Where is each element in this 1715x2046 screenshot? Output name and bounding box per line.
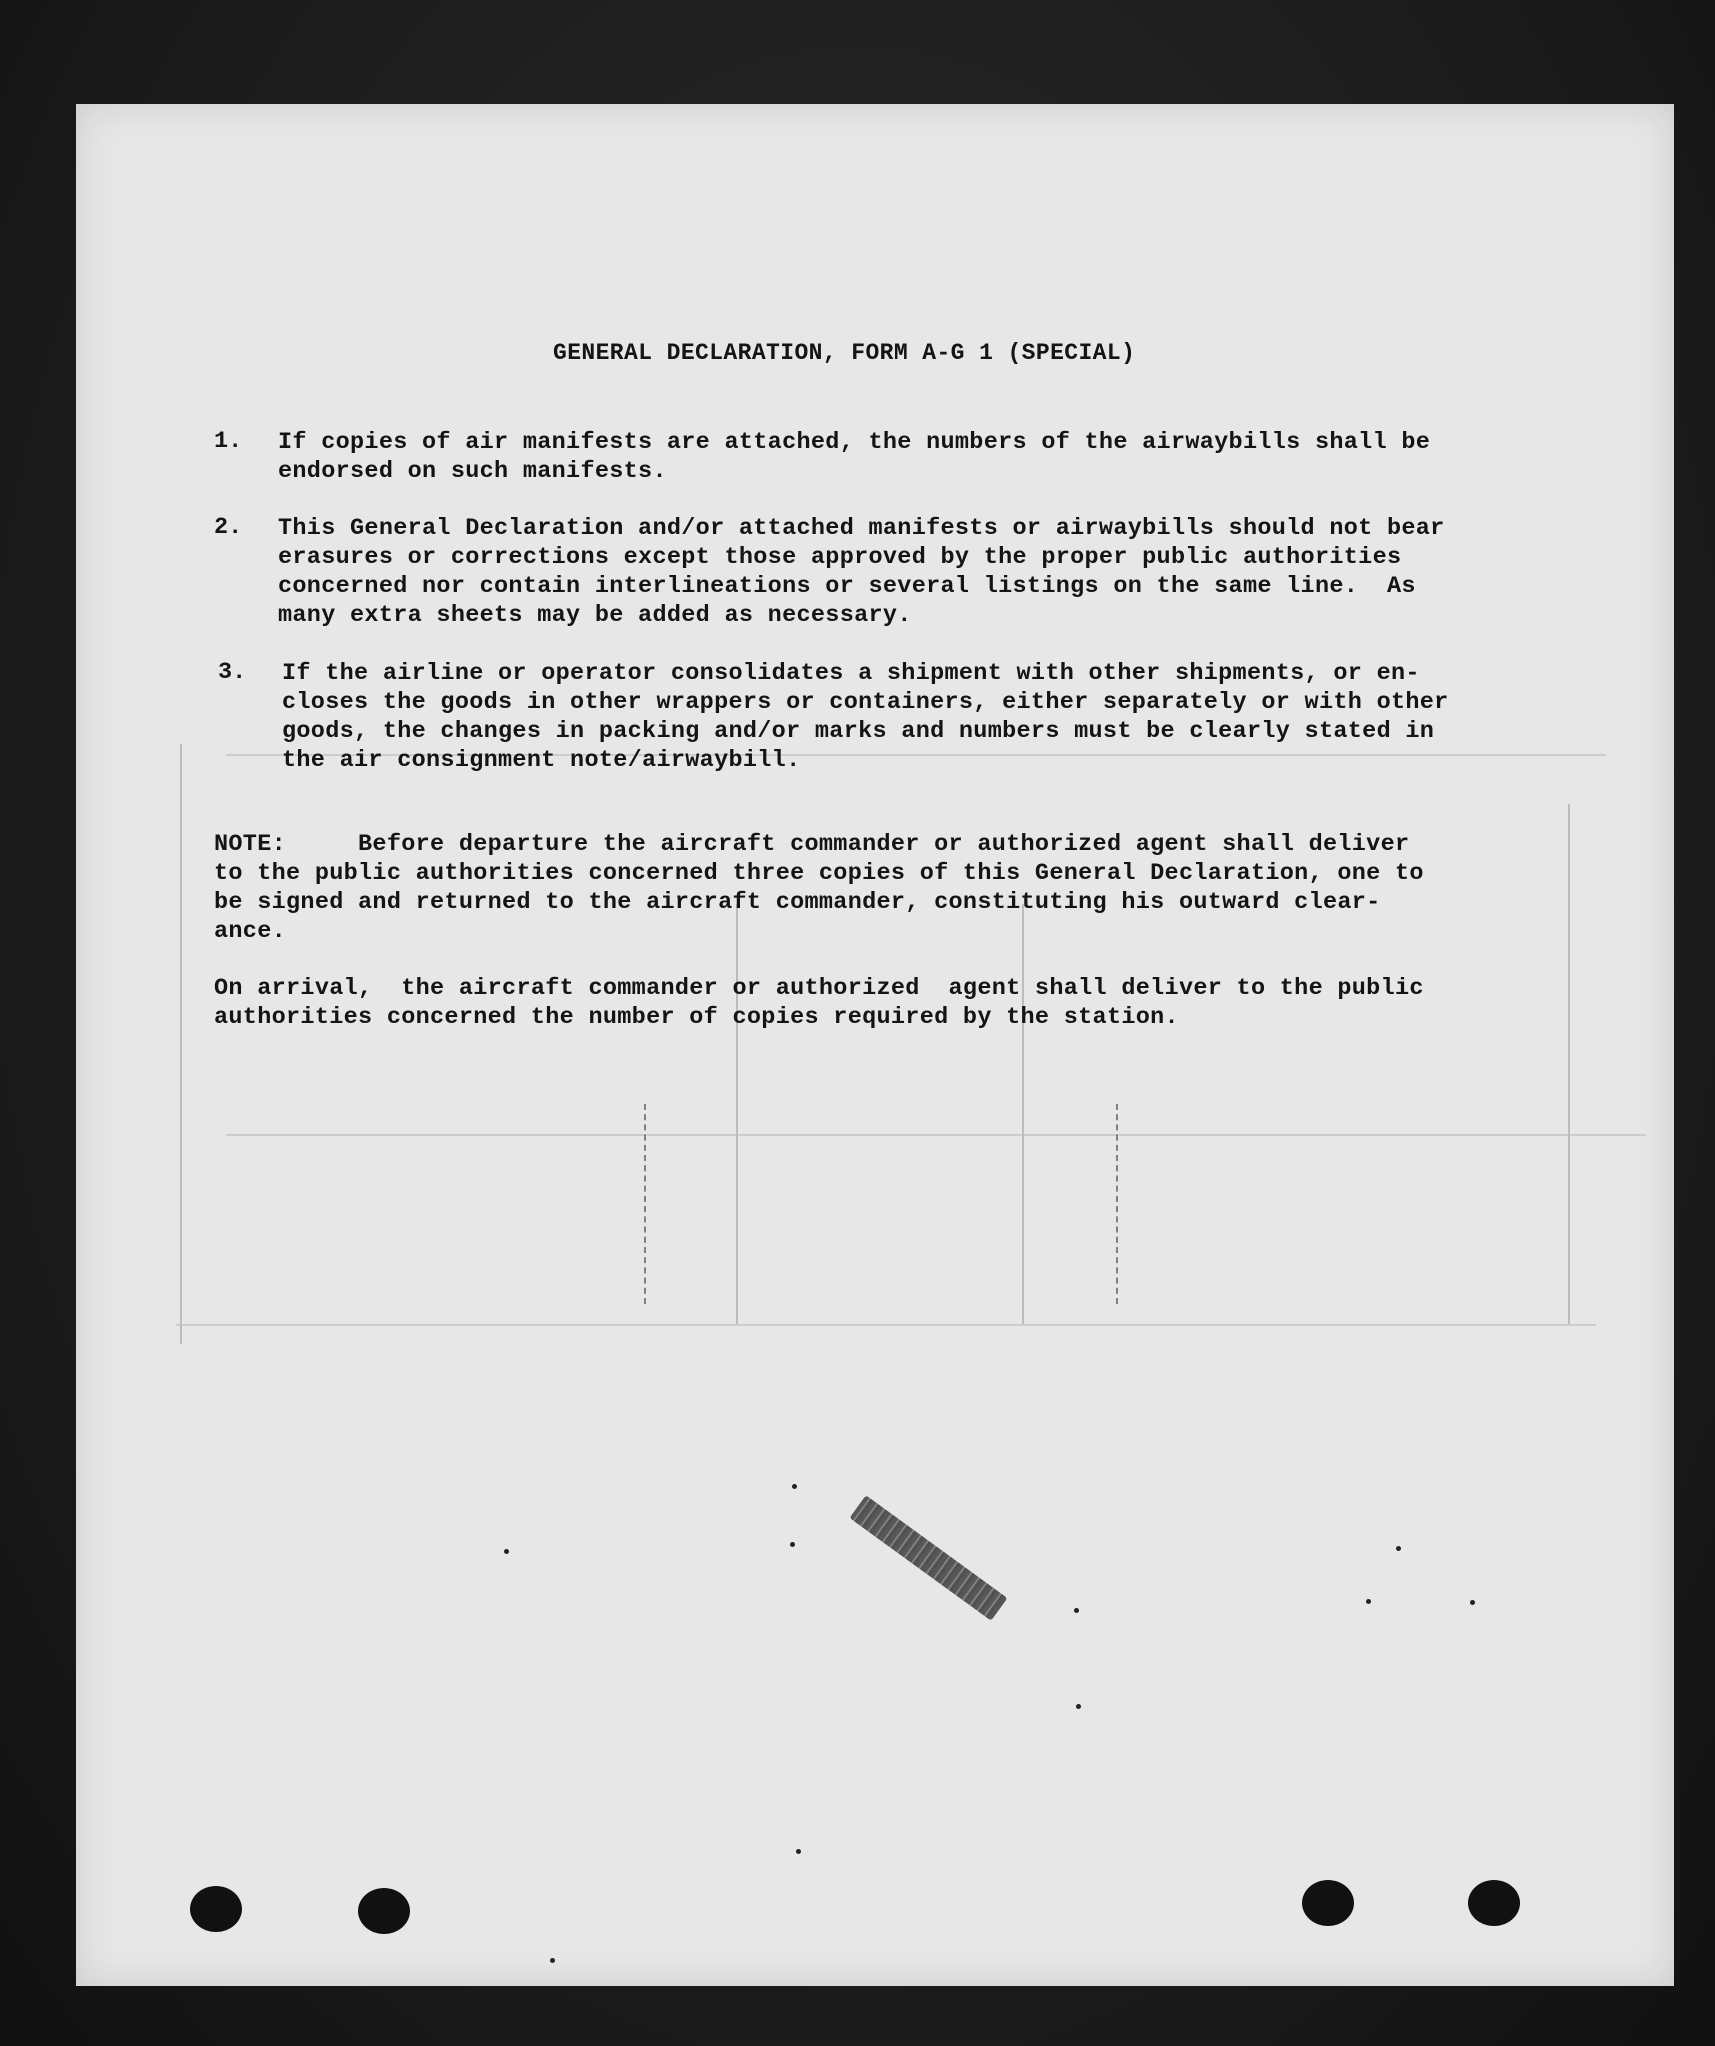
punch-hole	[358, 1888, 410, 1934]
speck	[1396, 1546, 1401, 1551]
bleed-rule	[1022, 904, 1024, 1324]
text-line: NOTE: Before departure the aircraft commander or authorized agent shall deliver	[214, 831, 1410, 858]
text-line: the air consignment note/airwaybill.	[282, 747, 801, 774]
text-line: closes the goods in other wrappers or containers, either separately or with other	[282, 689, 1449, 716]
speck	[792, 1484, 797, 1489]
bleed-rule	[176, 1324, 1596, 1326]
arrival-paragraph	[214, 974, 1424, 1032]
text-line: to the public authorities concerned three copies of this General Declaration, one to	[214, 860, 1424, 887]
text-line: authorities concerned the number of copies required by the station.	[214, 1004, 1179, 1031]
item-number: 2.	[214, 514, 243, 541]
bleed-rule	[1116, 1104, 1120, 1304]
text-line: be signed and returned to the aircraft commander, constituting his outward clear-	[214, 889, 1381, 916]
page-title: GENERAL DECLARATION, FORM A-G 1 (SPECIAL)	[553, 340, 1136, 366]
text-line: goods, the changes in packing and/or marks and numbers must be clearly stated in	[282, 718, 1435, 745]
item-2-text	[278, 514, 1445, 630]
text-line: If the airline or operator consolidates a shipment with other shipments, or en-	[282, 660, 1420, 687]
speck	[1366, 1599, 1371, 1604]
text-line: This General Declaration and/or attached manifests or airwaybills should not bear	[278, 515, 1445, 542]
bleed-rule	[180, 744, 182, 1344]
speck	[1076, 1704, 1081, 1709]
bleed-rule	[644, 1104, 648, 1304]
speck	[1074, 1608, 1079, 1613]
item-number: 3.	[218, 659, 247, 686]
text-line: ance.	[214, 918, 287, 945]
item-number: 1.	[214, 428, 243, 455]
speck	[796, 1849, 801, 1854]
stamp-mark	[849, 1495, 1007, 1621]
text-line: concerned nor contain interlineations or several listings on the same line. As	[278, 573, 1416, 600]
document-page	[76, 104, 1674, 1986]
text-line: many extra sheets may be added as necessary.	[278, 602, 912, 629]
text-line: endorsed on such manifests.	[278, 458, 667, 485]
bleed-rule	[1568, 804, 1570, 1324]
text-line: On arrival, the aircraft commander or authorized agent shall deliver to the public	[214, 975, 1424, 1002]
note-paragraph	[214, 830, 1424, 946]
speck	[550, 1958, 555, 1963]
speck	[790, 1542, 795, 1547]
bleed-rule	[226, 1134, 1646, 1136]
punch-hole	[190, 1886, 242, 1932]
punch-hole	[1302, 1880, 1354, 1926]
speck	[1470, 1600, 1475, 1605]
punch-hole	[1468, 1880, 1520, 1926]
item-3-text	[282, 659, 1449, 775]
item-1-text	[278, 428, 1430, 486]
text-line: erasures or corrections except those approved by the proper public authorities	[278, 544, 1402, 571]
speck	[504, 1549, 509, 1554]
text-line: If copies of air manifests are attached, the numbers of the airwaybills shall be	[278, 429, 1431, 456]
bleed-rule	[736, 904, 738, 1324]
